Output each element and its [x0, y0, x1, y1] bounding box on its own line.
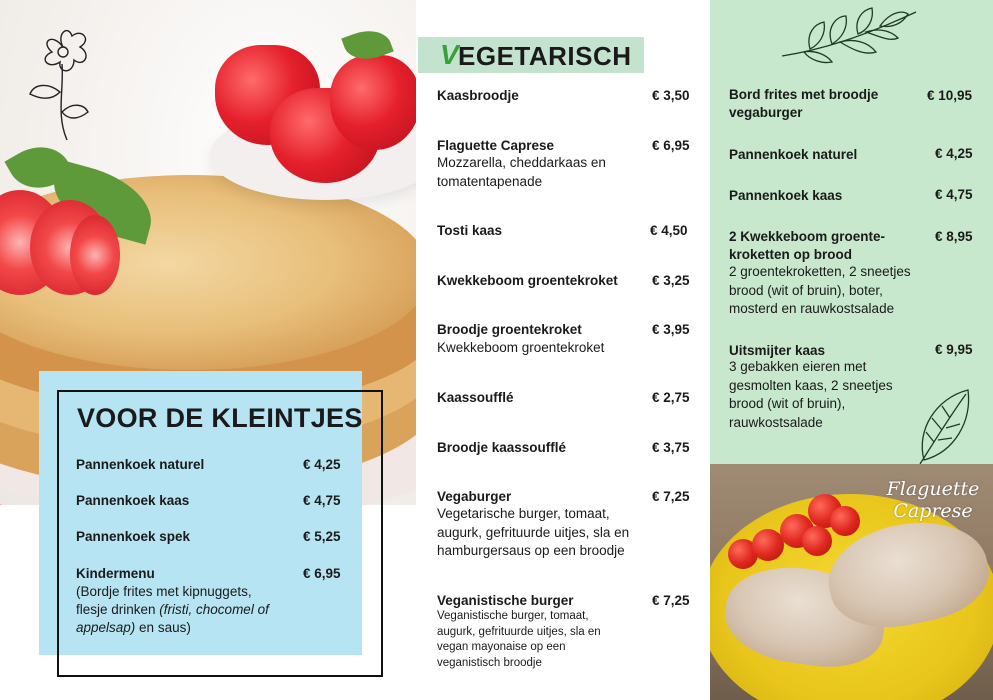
menu-item-price: € 4,75 — [935, 187, 973, 202]
menu-item-price: € 6,95 — [303, 566, 341, 581]
branch-sketch-icon — [780, 4, 920, 66]
menu-item-price: € 10,95 — [927, 88, 973, 103]
menu-item-name: Kaasbroodje — [437, 88, 519, 103]
menu-item-name: Vegaburger — [437, 489, 512, 504]
menu-item-name: Bord frites met broodje vegaburger — [729, 87, 879, 120]
menu-item-name: Flaguette Caprese — [437, 138, 555, 153]
kids-menu-title: VOOR DE KLEINTJES — [77, 403, 363, 433]
menu-item-name: Pannenkoek kaas — [76, 493, 190, 508]
menu-item-name: Tosti kaas — [437, 223, 503, 238]
menu-item-price: € 3,95 — [652, 322, 690, 337]
menu-item-price: € 8,95 — [935, 229, 973, 244]
menu-item-name: Veganistische burger — [437, 593, 574, 608]
photo-caption: Flaguette Caprese — [886, 478, 980, 522]
menu-item-price: € 4,25 — [303, 457, 341, 472]
menu-item-name: Broodje groentekroket — [437, 322, 582, 337]
menu-item-description: Mozzarella, cheddarkaas en tomatentapenade — [437, 155, 606, 189]
leaf-sketch-icon — [914, 386, 972, 464]
menu-item-price: € 3,25 — [652, 273, 690, 288]
cherry-tomato — [830, 506, 860, 536]
cherry-tomato — [802, 526, 832, 556]
menu-item-price: € 2,75 — [652, 390, 690, 405]
strawberry-slice — [70, 215, 120, 295]
menu-item-description: Kwekkeboom groentekroket — [437, 340, 605, 355]
description-text: (Bordje frites met kipnuggets, flesje drinken — [76, 584, 252, 617]
menu-item-price: € 5,25 — [303, 529, 341, 544]
menu-item-name: Pannenkoek kaas — [729, 188, 843, 203]
menu-item-description: 3 gebakken eieren met gesmolten kaas, 2 sneetjes brood (wit of bruin), rauwkostsalade — [729, 359, 893, 430]
menu-item-name: Kwekkeboom groentekroket — [437, 273, 618, 288]
menu-item-name: Uitsmijter kaas — [729, 343, 826, 358]
description-drinks-text: (fristi, chocomel of appelsap) — [76, 602, 269, 635]
menu-item-description: 2 groentekroketten, 2 sneetjes brood (wit of bruin), boter, mosterd en rauwkostsalade — [729, 264, 911, 316]
menu-item-price: € 7,25 — [652, 489, 690, 504]
menu-item-description — [76, 583, 286, 637]
menu-item-price: € 7,25 — [652, 593, 690, 608]
menu-item-name: Pannenkoek naturel — [729, 147, 858, 162]
menu-item-description: Veganistische burger, tomaat, augurk, gefrituurde uitjes, sla en vegan mayonaise op een veganistisch broodje — [437, 610, 601, 669]
menu-item-name: Broodje kaassoufflé — [437, 440, 567, 455]
menu-item-name: 2 Kwekkeboom groente-kroketten op brood — [729, 229, 886, 262]
strawberry — [330, 55, 416, 150]
menu-item-price: € 3,50 — [652, 88, 690, 103]
cherry-tomato — [752, 529, 784, 561]
flower-sketch-icon — [22, 20, 97, 145]
section-title-initial: V — [440, 39, 459, 70]
menu-item-price: € 4,50 — [650, 223, 688, 238]
menu-item-price: € 6,95 — [652, 138, 690, 153]
menu-item-name: Pannenkoek naturel — [76, 457, 205, 472]
menu-item-price: € 3,75 — [652, 440, 690, 455]
menu-item-price: € 9,95 — [935, 342, 973, 357]
section-title: EGETARISCH — [458, 41, 632, 71]
menu-item-price: € 4,75 — [303, 493, 341, 508]
menu-item-name: Kaassoufflé — [437, 390, 514, 405]
description-text: en saus) — [135, 620, 191, 635]
menu-item-description: Vegetarische burger, tomaat, augurk, gefrituurde uitjes, sla en hamburgersaus op een broodje — [437, 506, 630, 558]
menu-item-price: € 4,25 — [935, 146, 973, 161]
menu-item-name: Kindermenu — [76, 566, 155, 581]
menu-item-name: Pannenkoek spek — [76, 529, 191, 544]
